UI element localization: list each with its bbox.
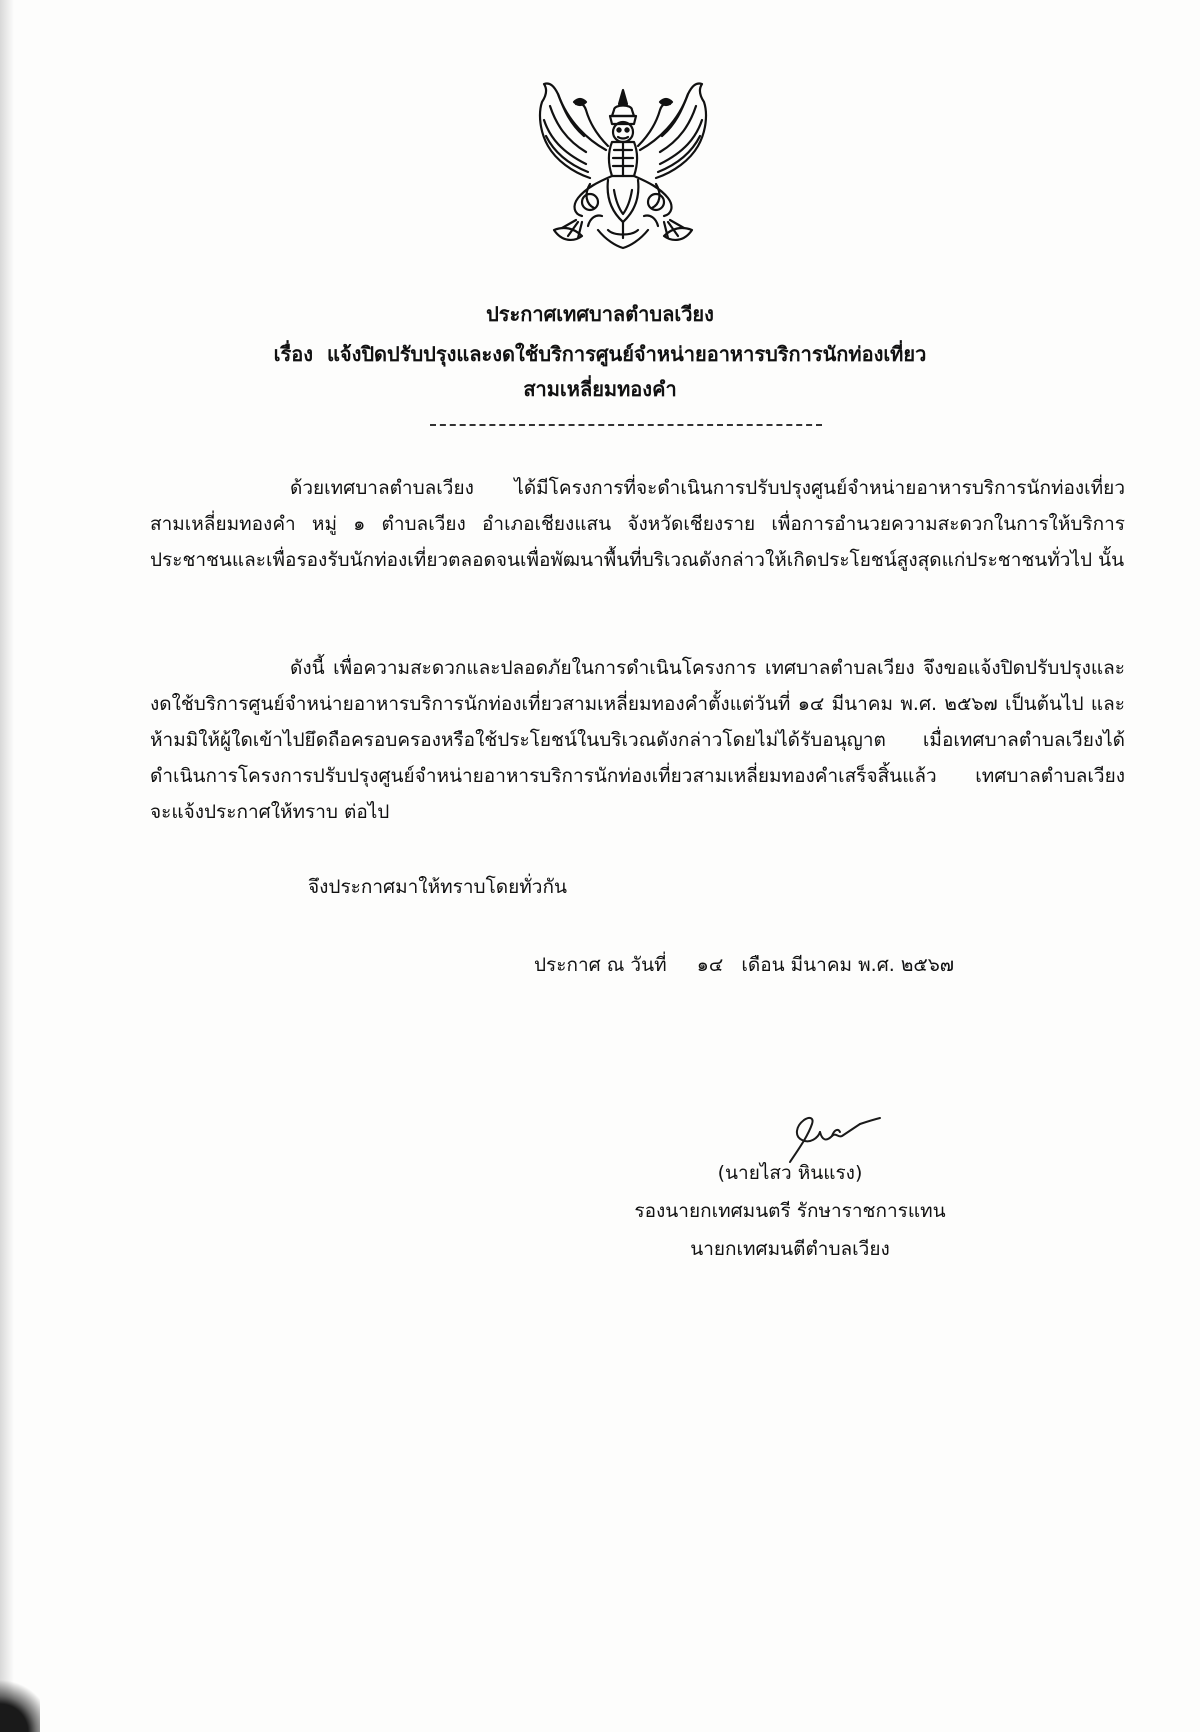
announcement-title: ประกาศเทศบาลตำบลเวียง — [486, 302, 714, 326]
body-paragraph-2: ดังนี้ เพื่อความสะดวกและปลอดภัยในการดำเนินโครงการ เทศบาลตำบลเวียง จึงขอแจ้งปิดปรับปรุงและงดใช้บริการศูนย์จำหน่ายอาหารบริการนักท่องเที่ยวสามเหลี่ยมทองคำตั้งแต่วันที่ ๑๔ มีนาคม พ.ศ. ๒๕๖๗ เป็นต้นไป และห้ามมิให้ผู้ใดเข้าไปยึดถือครอบครองหรือใช้ประโยชน์ในบริเวณดังกล่าวโดยไม่ได้รับอนุญาต เมื่อเทศบาลตำบลเวียงได้ดำเนินการโครงการปรับปรุงศูนย์จำหน่ายอาหารบริการนักท่องเที่ยวสามเหลี่ยมทองคำเสร็จสิ้นแล้ว เทศบาลตำบลเวียง จะแจ้งประกาศให้ทราบ ต่อไป — [150, 657, 1125, 823]
subject-text: แจ้งปิดปรับปรุงและงดใช้บริการศูนย์จำหน่ายอาหารบริการนักท่องเที่ยว — [326, 342, 927, 366]
announcement-date — [534, 950, 954, 980]
signatory-position-line2: นายกเทศมนตีตำบลเวียง — [690, 1238, 890, 1260]
closing-statement: จึงประกาศมาให้ทราบโดยทั่วกัน — [308, 876, 567, 898]
date-year-label: พ.ศ. — [858, 954, 895, 976]
scan-shadow-corner — [0, 1672, 40, 1732]
date-month: มีนาคม — [790, 954, 853, 976]
scan-shadow-edge — [0, 0, 14, 1732]
title-divider — [430, 424, 822, 426]
date-year: ๒๕๖๗ — [900, 954, 955, 976]
subject-prefix: เรื่อง — [273, 342, 314, 366]
body-paragraph-1: ด้วยเทศบาลตำบลเวียง ได้มีโครงการที่จะดำเนินการปรับปรุงศูนย์จำหน่ายอาหารบริการนักท่องเที่ยวสามเหลี่ยมทองคำ หมู่ ๑ ตำบลเวียง อำเภอเชียงแสน จังหวัดเชียงราย เพื่อการอำนวยความสะดวกในการให้บริการประชาชนและเพื่อรองรับนักท่องเที่ยวตลอดจนเพื่อพัฒนาพื้นที่บริเวณดังกล่าวให้เกิดประโยชน์สูงสุดแก่ประชาชนทั่วไป นั้น — [150, 477, 1125, 571]
signatory-name: (นายไสว หินแรง) — [717, 1162, 863, 1184]
date-day: ๑๔ — [696, 954, 724, 976]
announcement-subject — [100, 338, 1100, 370]
garuda-emblem-icon — [528, 80, 718, 252]
date-prefix: ประกาศ ณ วันที่ — [534, 954, 667, 976]
signatory-position-line1: รองนายกเทศมนตรี รักษาราชการแทน — [634, 1200, 946, 1222]
date-month-label: เดือน — [741, 954, 785, 976]
announcement-subject-line2: สามเหลี่ยมทองคำ — [523, 377, 677, 401]
